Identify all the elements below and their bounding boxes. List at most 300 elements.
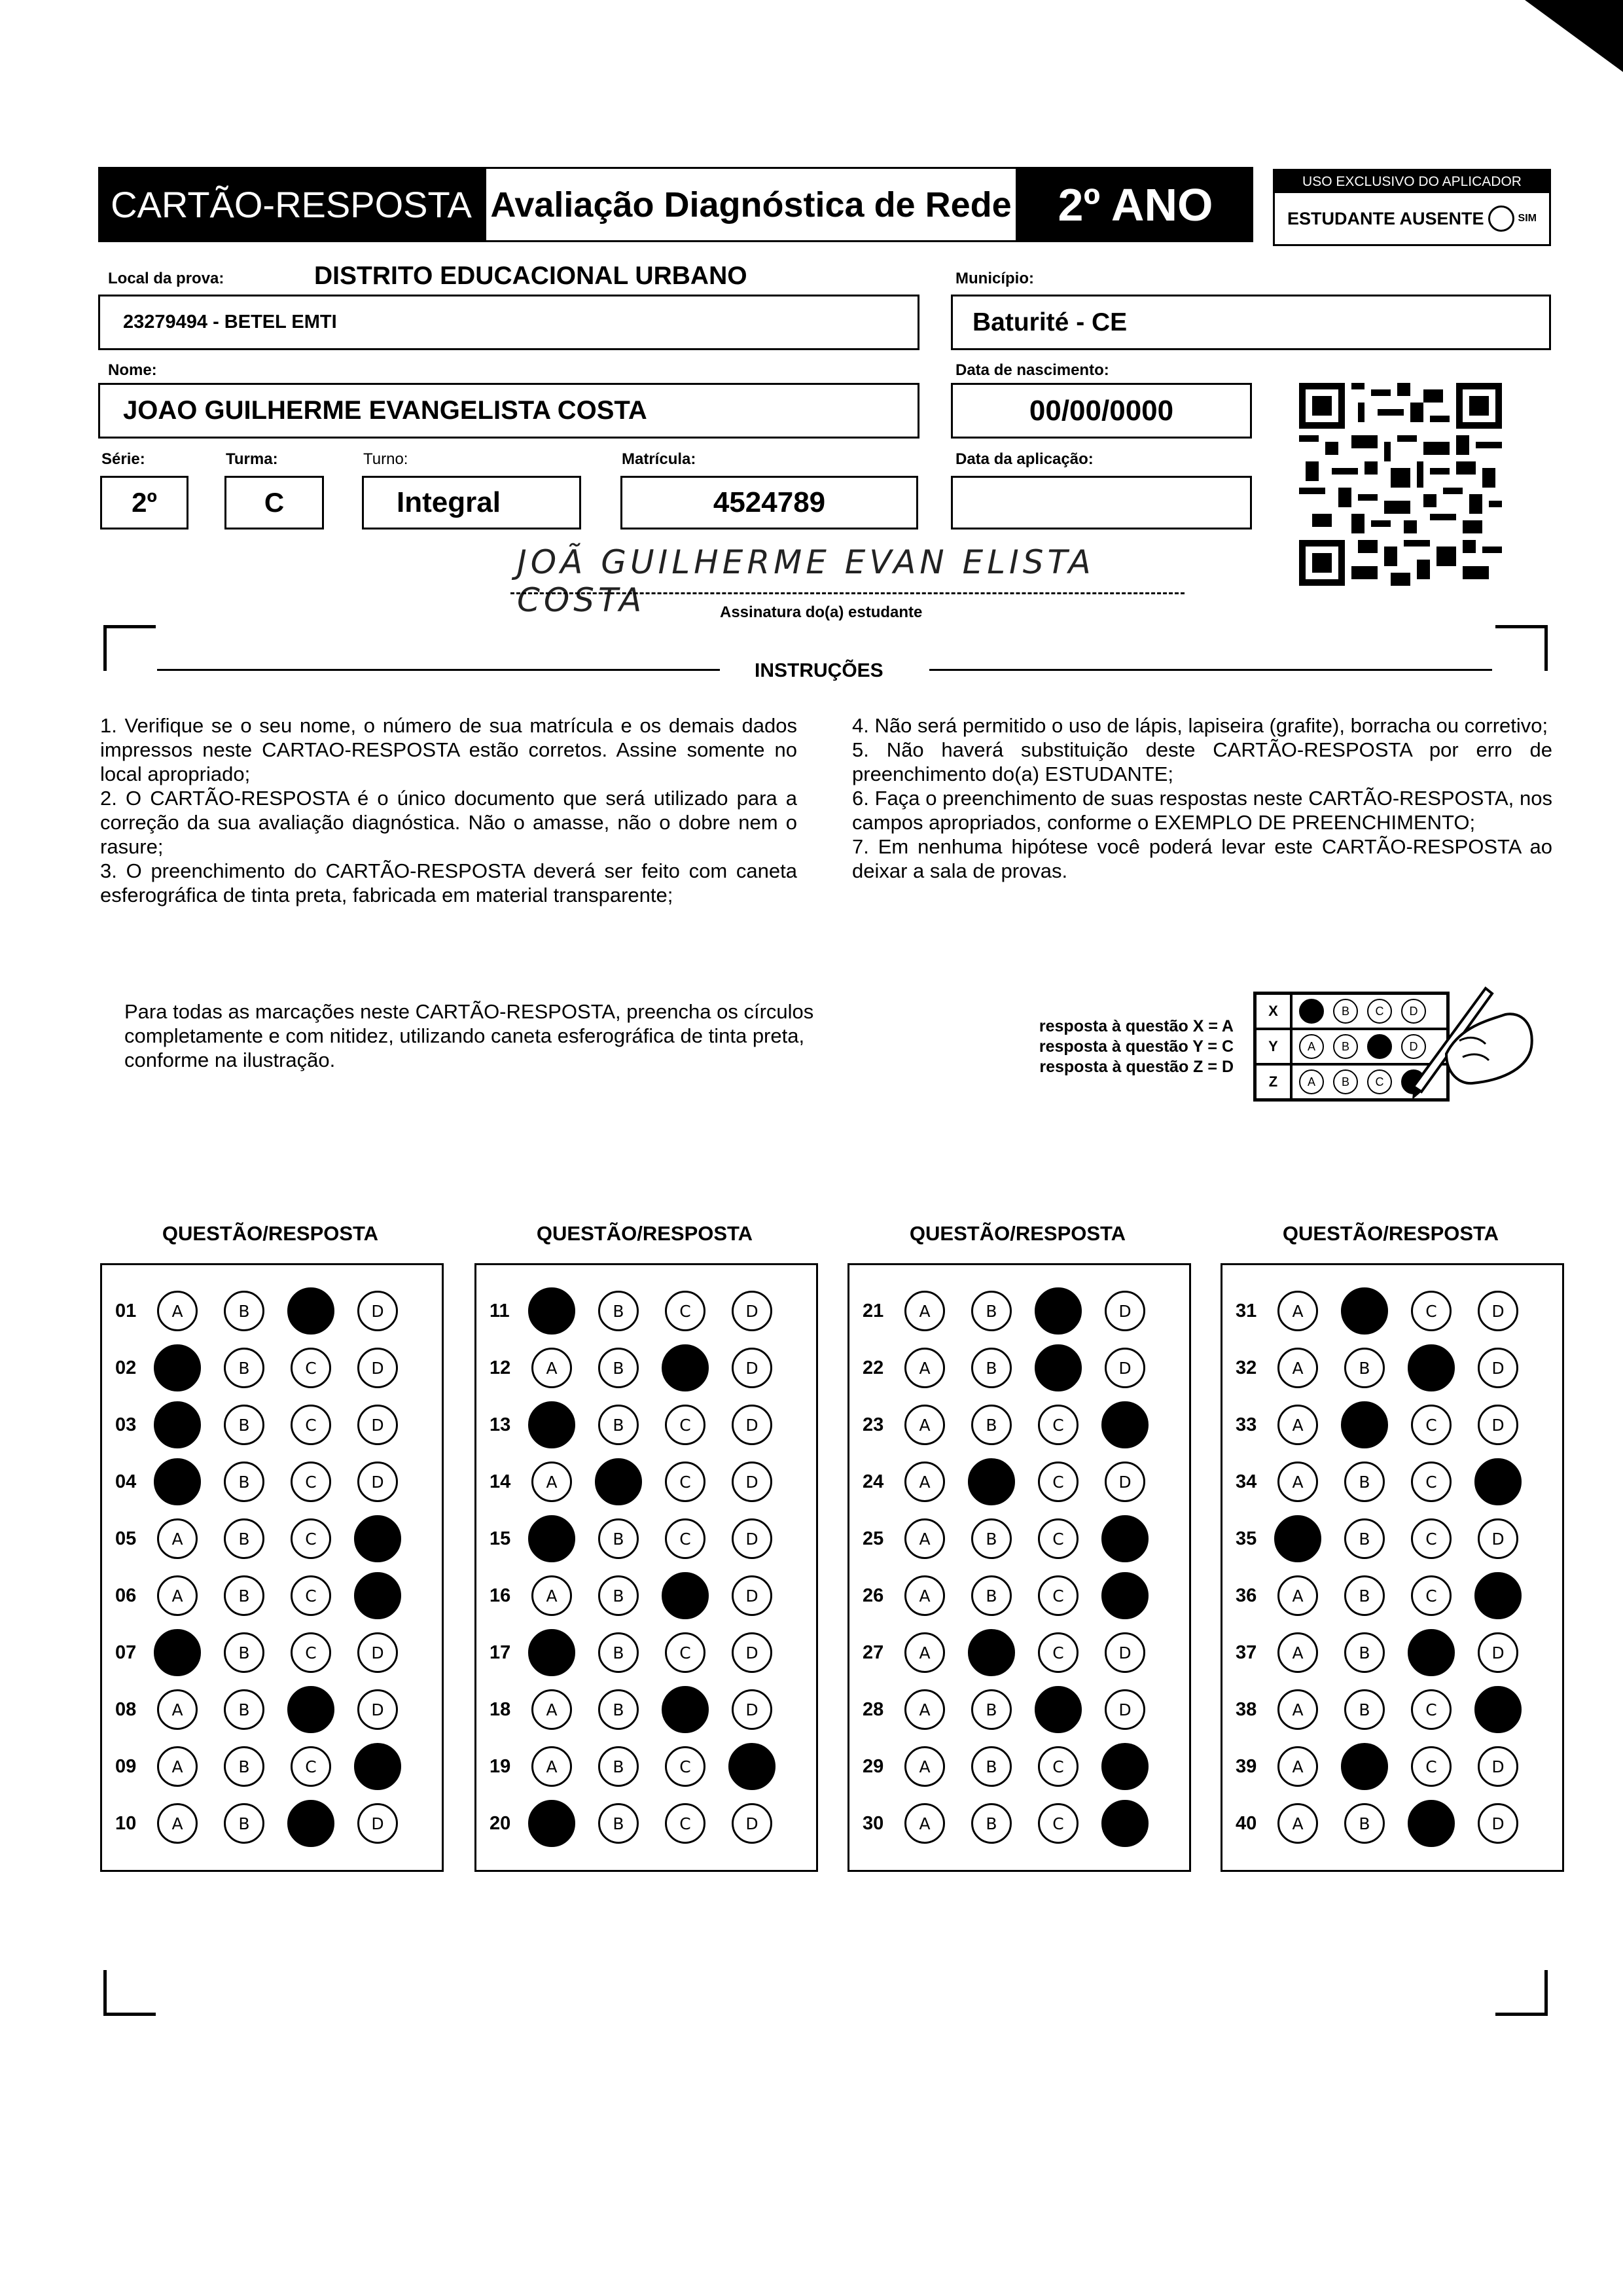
bubble-b[interactable]: B [598,1803,639,1844]
question-number: 03 [115,1414,137,1435]
answer-row [849,1747,1189,1786]
bubble-d[interactable]: D [357,1462,398,1502]
bubble-d[interactable]: D [357,1632,398,1673]
bubble-b[interactable]: B [598,1632,639,1673]
question-number: 18 [490,1698,511,1720]
school-box: 23279494 - BETEL EMTI [98,295,919,350]
example-bubble-c [1367,1034,1392,1059]
bubble-c[interactable] [662,1344,709,1391]
bubble-d[interactable]: D [357,1348,398,1388]
bubble-b[interactable]: B [1344,1803,1385,1844]
bubble-b[interactable]: B [598,1689,639,1730]
signature-line [510,592,1185,594]
answer-row [1222,1804,1562,1843]
bubble-b[interactable]: B [224,1689,264,1730]
bubble-d[interactable] [1101,1572,1149,1619]
answer-row [102,1348,442,1388]
local-value: DISTRITO EDUCACIONAL URBANO [314,262,747,290]
question-number: 21 [863,1300,884,1321]
bubble-c[interactable]: C [1411,1462,1452,1502]
bubble-b[interactable] [595,1458,642,1505]
bubble-c[interactable]: C [665,1803,705,1844]
example-line-y: resposta à questão Y = C [1039,1037,1234,1056]
question-number: 09 [115,1755,137,1777]
bubble-c[interactable] [287,1686,334,1733]
bubble-a[interactable] [154,1458,201,1505]
bubble-b[interactable] [1341,1287,1388,1335]
bubble-b[interactable] [1341,1743,1388,1790]
nome-box: JOAO GUILHERME EVANGELISTA COSTA [98,383,919,439]
bubble-c[interactable]: C [665,1405,705,1445]
bubble-d[interactable]: D [732,1575,772,1616]
answers-title: QUESTÃO/RESPOSTA [909,1222,1126,1245]
answer-row [476,1576,816,1615]
answers-column-4 [1221,1263,1564,1872]
bubble-a[interactable] [528,1515,575,1562]
question-number: 35 [1236,1528,1257,1549]
corner-mark-bottom-left [103,1970,156,2016]
bubble-c[interactable] [287,1800,334,1847]
bubble-a[interactable]: A [1277,1348,1318,1388]
bubble-b[interactable]: B [224,1518,264,1559]
bubble-a[interactable]: A [904,1462,945,1502]
instruction-2: 2. O CARTÃO-RESPOSTA é o único documento que será utilizado para a correção da sua avaliação diagnóstica. Não o amasse, não o dobre nem o rasure; [100,787,797,858]
bubble-c[interactable]: C [1038,1462,1079,1502]
bubble-a[interactable]: A [1277,1575,1318,1616]
bubble-d[interactable]: D [1105,1291,1145,1331]
question-number: 29 [863,1755,884,1777]
question-number: 25 [863,1528,884,1549]
bubble-b[interactable]: B [1344,1348,1385,1388]
answer-row [476,1348,816,1388]
bubble-d[interactable] [1474,1572,1522,1619]
answer-row [476,1633,816,1672]
bubble-a[interactable]: A [157,1746,198,1787]
question-number: 15 [490,1528,511,1549]
instruction-6: 6. Faça o preenchimento de suas respostas neste CARTÃO-RESPOSTA, nos campos apropriados, conforme o EXEMPLO DE PREENCHIMENTO; [852,787,1552,834]
bubble-a[interactable]: A [1277,1803,1318,1844]
question-number: 31 [1236,1300,1257,1321]
instruction-7: 7. Em nenhuma hipótese você poderá levar este CARTÃO-RESPOSTA ao deixar a sala de provas. [852,835,1552,882]
question-number: 32 [1236,1357,1257,1378]
bubble-d[interactable] [354,1743,401,1790]
bubble-a[interactable]: A [157,1803,198,1844]
bubble-d[interactable]: D [1478,1291,1518,1331]
bubble-b[interactable]: B [971,1348,1012,1388]
corner-mark-bottom-right [1495,1970,1548,2016]
serie-label: Série: [101,450,145,468]
bubble-d[interactable]: D [1478,1746,1518,1787]
corner-mark-top-left [103,625,156,671]
bubble-a[interactable]: A [157,1291,198,1331]
question-number: 14 [490,1471,511,1492]
example-bubble-b: B [1333,1069,1358,1094]
answer-row [1222,1690,1562,1729]
bubble-c[interactable] [662,1686,709,1733]
question-number: 39 [1236,1755,1257,1777]
question-number: 30 [863,1812,884,1834]
example-row-label: Z [1255,1064,1291,1100]
bubble-d[interactable] [728,1743,776,1790]
bubble-d[interactable]: D [1105,1632,1145,1673]
bubble-c[interactable]: C [1411,1575,1452,1616]
instruction-1: 1. Verifique se o seu nome, o número de sua matrícula e os demais dados impressos neste CARTAO-RESPOSTA estão corretos. Assine somente no local apropriado; [100,714,797,785]
answer-row [1222,1462,1562,1501]
bubble-b[interactable]: B [224,1462,264,1502]
instructions-rule-right [929,669,1492,671]
bubble-d[interactable]: D [1478,1518,1518,1559]
answers-column-1 [100,1263,444,1872]
answer-row [849,1576,1189,1615]
example-bubble-a: A [1299,1069,1324,1094]
question-number: 37 [1236,1641,1257,1663]
bubble-a[interactable] [528,1401,575,1448]
bubble-b[interactable]: B [224,1348,264,1388]
bubble-c[interactable] [662,1572,709,1619]
bubble-c[interactable]: C [1038,1518,1079,1559]
question-number: 02 [115,1357,137,1378]
question-number: 05 [115,1528,137,1549]
bubble-b[interactable] [1341,1401,1388,1448]
bubble-a[interactable]: A [904,1518,945,1559]
answer-row [1222,1633,1562,1672]
bubble-a[interactable]: A [1277,1689,1318,1730]
bubble-d[interactable]: D [357,1803,398,1844]
bubble-a[interactable] [154,1401,201,1448]
question-number: 11 [490,1300,510,1321]
answer-row [1222,1576,1562,1615]
absent-bubble[interactable] [1488,206,1514,232]
bubble-c[interactable]: C [291,1462,331,1502]
answer-row [1222,1405,1562,1444]
answer-row [849,1519,1189,1558]
answer-row [1222,1291,1562,1331]
bubble-c[interactable] [1408,1800,1455,1847]
answer-row [1222,1747,1562,1786]
bubble-c[interactable]: C [1038,1803,1079,1844]
bubble-d[interactable] [1101,1743,1149,1790]
question-number: 36 [1236,1585,1257,1606]
bubble-a[interactable] [154,1344,201,1391]
answer-row [102,1519,442,1558]
answer-row [849,1690,1189,1729]
bubble-a[interactable]: A [531,1462,572,1502]
question-number: 22 [863,1357,884,1378]
bubble-a[interactable] [1274,1515,1321,1562]
bubble-a[interactable]: A [904,1689,945,1730]
bubble-a[interactable]: A [1277,1746,1318,1787]
answer-row [476,1804,816,1843]
bubble-c[interactable]: C [1038,1632,1079,1673]
question-number: 08 [115,1698,137,1720]
bubble-b[interactable]: B [598,1518,639,1559]
bubble-a[interactable]: A [1277,1462,1318,1502]
question-number: 27 [863,1641,884,1663]
question-number: 28 [863,1698,884,1720]
bubble-b[interactable]: B [224,1746,264,1787]
bubble-d[interactable]: D [357,1405,398,1445]
bubble-d[interactable] [1474,1686,1522,1733]
fill-note: Para todas as marcações neste CARTÃO-RESPOSTA, preencha os círculos completamente e com nitidez, utilizando caneta esferográfica de tinta preta, conforme na ilustração. [124,1000,814,1071]
absent-label: ESTUDANTE AUSENTE [1287,208,1484,228]
answer-row [849,1348,1189,1388]
answer-row [849,1462,1189,1501]
bubble-a[interactable]: A [904,1575,945,1616]
bubble-d[interactable] [354,1515,401,1562]
corner-mark-top-right [1495,625,1548,671]
bubble-b[interactable]: B [971,1575,1012,1616]
bubble-c[interactable]: C [291,1746,331,1787]
bubble-d[interactable]: D [357,1689,398,1730]
serie-box: 2º [100,476,188,529]
exam-title: Avaliação Diagnóstica de Rede [484,167,1018,242]
answer-row [849,1291,1189,1331]
answer-row [102,1690,442,1729]
question-number: 17 [490,1641,511,1663]
question-number: 24 [863,1471,884,1492]
bubble-b[interactable]: B [224,1632,264,1673]
bubble-b[interactable]: B [971,1405,1012,1445]
bubble-c[interactable]: C [291,1632,331,1673]
answer-row [1222,1519,1562,1558]
instructions-right [852,713,1552,883]
bubble-c[interactable] [1035,1344,1082,1391]
instruction-5: 5. Não haverá substituição deste CARTÃO-RESPOSTA por erro de preenchimento do(a) ESTUDANTE; [852,738,1552,785]
bubble-a[interactable] [528,1287,575,1335]
bubble-a[interactable]: A [904,1348,945,1388]
bubble-b[interactable]: B [971,1291,1012,1331]
bubble-c[interactable] [1035,1686,1082,1733]
answer-row [102,1747,442,1786]
bubble-d[interactable]: D [732,1689,772,1730]
qr-code [1299,383,1502,586]
answer-row [102,1804,442,1843]
matricula-label: Matrícula: [622,450,696,468]
bubble-a[interactable]: A [531,1689,572,1730]
bubble-b[interactable]: B [1344,1575,1385,1616]
bubble-d[interactable]: D [1105,1462,1145,1502]
bubble-d[interactable]: D [732,1632,772,1673]
signature-label: Assinatura do(a) estudante [720,603,923,621]
answer-row [849,1633,1189,1672]
bubble-d[interactable]: D [732,1405,772,1445]
local-label: Local da prova: [108,270,224,287]
bubble-b[interactable]: B [598,1348,639,1388]
bubble-c[interactable]: C [665,1291,705,1331]
page-corner-mark [1525,0,1623,72]
instructions-title: INSTRUÇÕES [755,660,883,681]
bubble-d[interactable]: D [357,1291,398,1331]
bubble-a[interactable] [528,1800,575,1847]
bubble-b[interactable]: B [971,1803,1012,1844]
bubble-a[interactable]: A [157,1518,198,1559]
bubble-c[interactable]: C [1411,1518,1452,1559]
bubble-c[interactable] [1408,1629,1455,1676]
question-number: 23 [863,1414,884,1435]
bubble-c[interactable]: C [1411,1746,1452,1787]
bubble-a[interactable]: A [904,1632,945,1673]
example-bubble-a: A [1299,1034,1324,1059]
bubble-b[interactable]: B [1344,1462,1385,1502]
answer-row [102,1291,442,1331]
question-number: 10 [115,1812,137,1834]
pen-hand-icon [1407,975,1538,1106]
question-number: 16 [490,1585,511,1606]
answers-column-2 [474,1263,818,1872]
card-title: CARTÃO-RESPOSTA [98,167,484,242]
example-bubble-b: B [1333,999,1358,1024]
bubble-d[interactable]: D [1478,1632,1518,1673]
answer-row [476,1291,816,1331]
bubble-b[interactable]: B [1344,1689,1385,1730]
example-bubble-a [1299,999,1324,1024]
bubble-d[interactable]: D [732,1462,772,1502]
bubble-a[interactable]: A [1277,1405,1318,1445]
aplicacao-label: Data da aplicação: [955,450,1094,468]
answer-row [102,1405,442,1444]
bubble-a[interactable]: A [531,1348,572,1388]
bubble-a[interactable]: A [157,1575,198,1616]
bubble-c[interactable]: C [1411,1291,1452,1331]
bubble-d[interactable] [354,1572,401,1619]
bubble-a[interactable]: A [1277,1632,1318,1673]
bubble-d[interactable]: D [732,1348,772,1388]
municipio-label: Município: [955,270,1034,287]
bubble-c[interactable]: C [1411,1689,1452,1730]
bubble-b[interactable]: B [971,1746,1012,1787]
answer-row [849,1405,1189,1444]
grade-label: 2º ANO [1018,167,1253,242]
question-number: 26 [863,1585,884,1606]
answer-row [476,1405,816,1444]
bubble-d[interactable]: D [1105,1689,1145,1730]
nascimento-label: Data de nascimento: [955,361,1109,379]
instruction-4: 4. Não será permitido o uso de lápis, lapiseira (grafite), borracha ou corretivo; [852,714,1548,737]
bubble-b[interactable]: B [224,1575,264,1616]
example-bubble-d: D [1401,1034,1426,1059]
aplicacao-box[interactable] [951,476,1252,529]
nascimento-box: 00/00/0000 [951,383,1252,439]
bubble-d[interactable] [1101,1515,1149,1562]
bubble-d[interactable]: D [732,1291,772,1331]
bubble-b[interactable] [968,1629,1015,1676]
bubble-c[interactable]: C [665,1462,705,1502]
question-number: 40 [1236,1812,1257,1834]
answer-row [476,1690,816,1729]
bubble-a[interactable] [154,1629,201,1676]
bubble-a[interactable]: A [904,1405,945,1445]
example-bubble-c: C [1367,999,1392,1024]
question-number: 01 [115,1300,137,1321]
bubble-a[interactable]: A [904,1291,945,1331]
bubble-d[interactable]: D [1478,1405,1518,1445]
question-number: 04 [115,1471,137,1492]
example-bubble-d: D [1401,999,1426,1024]
question-number: 06 [115,1585,137,1606]
example-row-label: X [1255,994,1291,1029]
bubble-c[interactable]: C [665,1746,705,1787]
turno-label: Turno: [363,450,408,468]
example-line-x: resposta à questão X = A [1039,1017,1234,1035]
applicator-box [1273,169,1551,246]
answer-row [476,1462,816,1501]
instruction-3: 3. O preenchimento do CARTÃO-RESPOSTA deverá ser feito com caneta esferográfica de tinta preta, fabricada em material transparente; [100,859,797,906]
bubble-b[interactable]: B [224,1291,264,1331]
applicator-label: USO EXCLUSIVO DO APLICADOR [1275,171,1549,193]
bubble-a[interactable]: A [904,1746,945,1787]
answers-title: QUESTÃO/RESPOSTA [1282,1222,1499,1245]
answer-row [476,1519,816,1558]
bubble-c[interactable]: C [665,1518,705,1559]
absent-option: SIM [1518,213,1537,224]
bubble-d[interactable]: D [1478,1348,1518,1388]
turma-label: Turma: [226,450,278,468]
bubble-c[interactable]: C [1038,1405,1079,1445]
bubble-b[interactable]: B [971,1518,1012,1559]
example-bubble-b: B [1333,1034,1358,1059]
bubble-c[interactable]: C [1038,1746,1079,1787]
answers-title: QUESTÃO/RESPOSTA [536,1222,753,1245]
answer-row [476,1747,816,1786]
bubble-d[interactable]: D [1478,1803,1518,1844]
bubble-a[interactable]: A [157,1689,198,1730]
bubble-c[interactable]: C [1038,1575,1079,1616]
bubble-b[interactable]: B [224,1405,264,1445]
bubble-a[interactable] [528,1629,575,1676]
bubble-b[interactable]: B [224,1803,264,1844]
bubble-b[interactable] [968,1458,1015,1505]
bubble-d[interactable]: D [732,1518,772,1559]
question-number: 34 [1236,1471,1257,1492]
bubble-c[interactable]: C [1411,1405,1452,1445]
bubble-d[interactable] [1101,1800,1149,1847]
question-number: 20 [490,1812,511,1834]
bubble-d[interactable]: D [1105,1348,1145,1388]
bubble-a[interactable]: A [531,1746,572,1787]
bubble-b[interactable]: B [1344,1632,1385,1673]
bubble-a[interactable]: A [904,1803,945,1844]
municipio-box: Baturité - CE [951,295,1551,350]
example-bubble-c: C [1367,1069,1392,1094]
bubble-b[interactable]: B [598,1291,639,1331]
bubble-b[interactable]: B [1344,1518,1385,1559]
bubble-a[interactable]: A [531,1575,572,1616]
bubble-d[interactable]: D [732,1803,772,1844]
bubble-c[interactable] [1035,1287,1082,1335]
bubble-c[interactable]: C [291,1518,331,1559]
bubble-d[interactable] [1101,1401,1149,1448]
question-number: 13 [490,1414,511,1435]
bubble-d[interactable] [1474,1458,1522,1505]
instructions-rule-left [157,669,720,671]
answer-row [102,1633,442,1672]
answer-row [1222,1348,1562,1388]
bubble-b[interactable]: B [598,1405,639,1445]
bubble-c[interactable] [1408,1344,1455,1391]
bubble-c[interactable]: C [665,1632,705,1673]
bubble-b[interactable]: B [598,1575,639,1616]
bubble-a[interactable]: A [1277,1291,1318,1331]
bubble-c[interactable] [287,1287,334,1335]
bubble-b[interactable]: B [971,1689,1012,1730]
example-line-z: resposta à questão Z = D [1039,1058,1234,1076]
bubble-c[interactable]: C [291,1348,331,1388]
bubble-b[interactable]: B [598,1746,639,1787]
bubble-c[interactable]: C [291,1405,331,1445]
bubble-c[interactable]: C [291,1575,331,1616]
question-number: 33 [1236,1414,1257,1435]
answers-column-3 [847,1263,1191,1872]
